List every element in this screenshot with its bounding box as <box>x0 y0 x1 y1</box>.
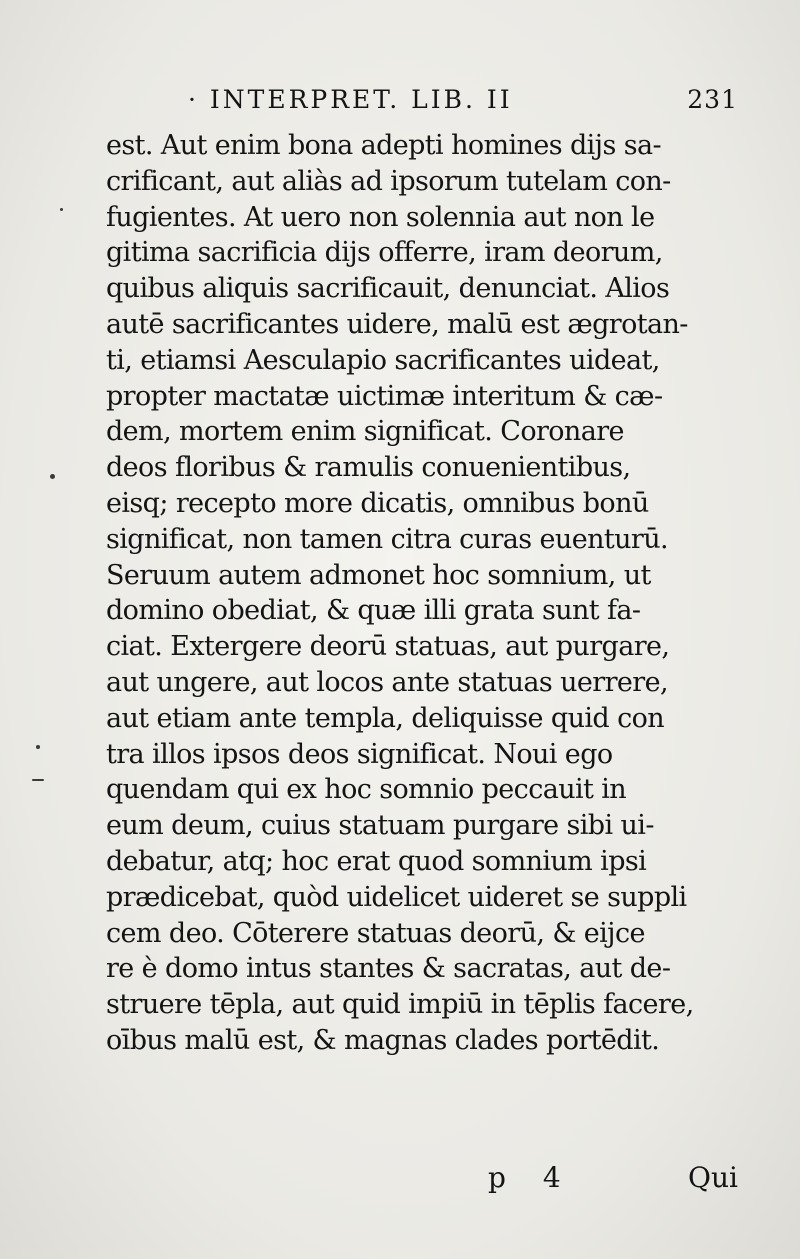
page-number: 231 <box>687 85 738 114</box>
ink-speck <box>32 779 44 781</box>
running-header <box>188 83 738 117</box>
text-line: domino obediat, & quæ illi grata sunt fa- <box>106 595 641 627</box>
text-line: propter mactatæ uictimæ interitum & cæ- <box>106 380 663 412</box>
text-line: significat, non tamen citra curas euenturū. <box>106 523 668 555</box>
text-line: eisq; recepto more dicatis, omnibus bonū <box>106 487 649 519</box>
ink-speck <box>60 208 63 211</box>
running-title: · INTERPRET. LIB. II <box>188 85 513 114</box>
text-line: aut etiam ante templa, deliquisse quid con <box>106 702 665 734</box>
text-line: debatur, atq; hoc erat quod somnium ipsi <box>106 845 647 877</box>
text-line: fugientes. At uero non solennia aut non le <box>106 201 655 233</box>
text-line: ciat. Extergere deorū statuas, aut purgare, <box>106 631 670 663</box>
body-text <box>106 128 738 1059</box>
text-line: autē sacrificantes uidere, malū est ægrotan- <box>106 308 688 340</box>
text-line: tra illos ipsos deos significat. Noui ego <box>106 738 613 770</box>
text-line: ti, etiamsi Aesculapio sacrificantes uideat, <box>106 344 660 376</box>
text-line: prædicebat, quòd uidelicet uideret se suppli <box>106 881 687 913</box>
text-line: est. Aut enim bona adepti homines dijs sa- <box>106 130 661 161</box>
text-line: gitima sacrificia dijs offerre, iram deorum, <box>106 237 663 269</box>
text-line: oībus malū est, & magnas clades portēdit. <box>106 1024 660 1056</box>
ink-speck <box>50 474 55 479</box>
ink-speck <box>36 745 40 749</box>
text-line: aut ungere, aut locos ante statuas uerrere, <box>106 666 668 698</box>
text-line: crificant, aut aliàs ad ipsorum tutelam con- <box>106 165 671 197</box>
text-line: re è domo intus stantes & sacratas, aut de- <box>106 953 671 985</box>
signature-mark: p 4 <box>488 1161 575 1194</box>
text-line: struere tēpla, aut quid impiū in tēplis facere, <box>106 989 694 1021</box>
text-line: quendam qui ex hoc somnio peccauit in <box>106 774 627 806</box>
text-line: Seruum autem admonet hoc somnium, ut <box>106 559 651 591</box>
text-line: cem deo. Cōterere statuas deorū, & eijce <box>106 917 645 949</box>
catchword: Qui <box>688 1161 738 1194</box>
text-line: deos floribus & ramulis conuenientibus, <box>106 452 631 484</box>
text-line: eum deum, cuius statuam purgare sibi ui- <box>106 810 654 842</box>
footer-catchline <box>488 1158 738 1198</box>
text-line: quibus aliquis sacrificauit, denunciat. Alios <box>106 273 670 305</box>
text-line: dem, mortem enim significat. Coronare <box>106 416 624 448</box>
